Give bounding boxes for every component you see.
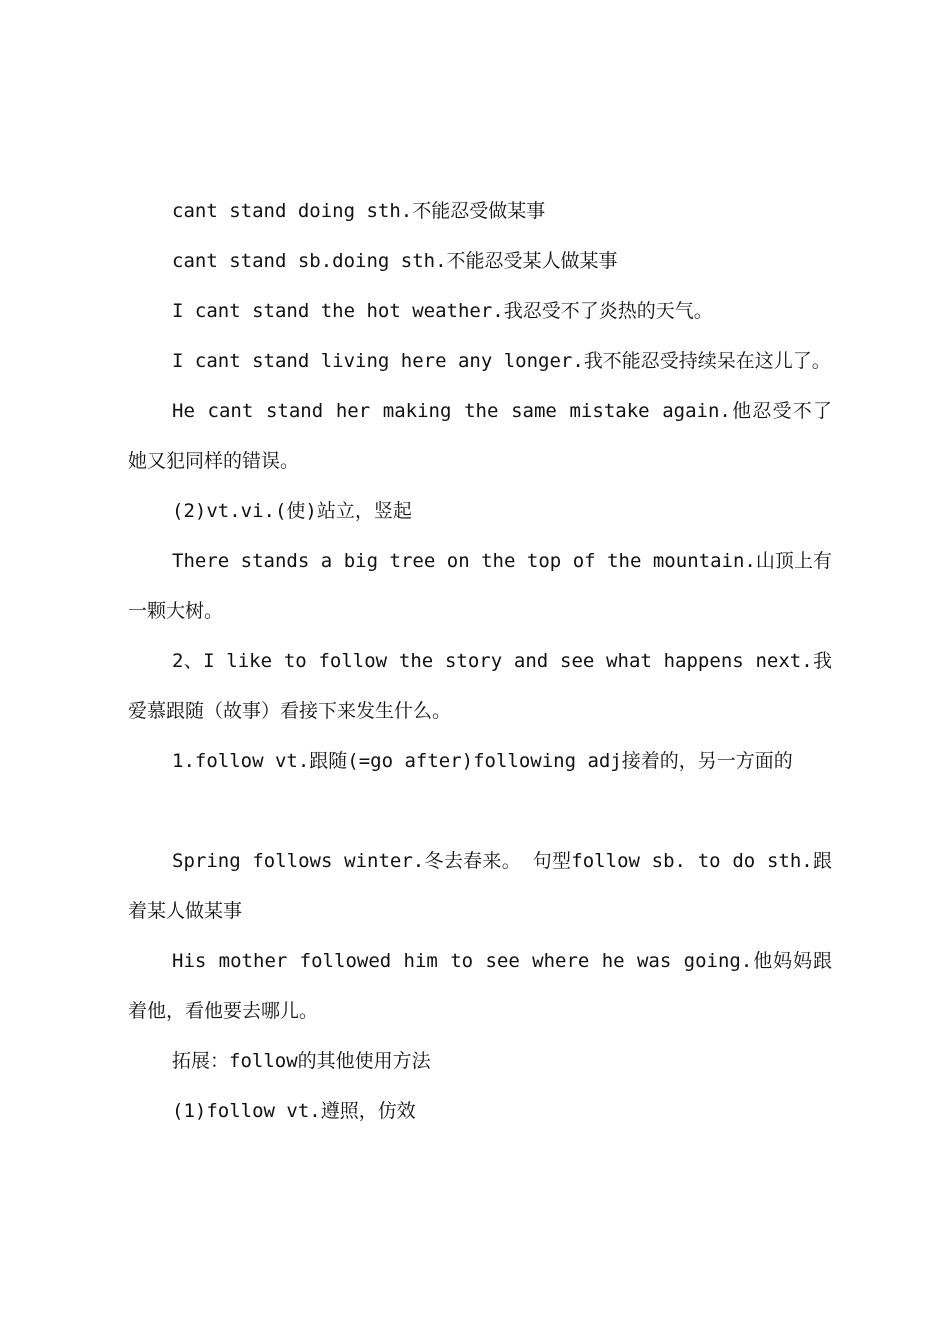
document-body [128, 186, 832, 1136]
paragraph: Spring follows winter.冬去春来。 句型follow sb. to do sth.跟着某人做某事 [128, 850, 832, 922]
paragraph: 拓展：follow的其他使用方法 [172, 1050, 431, 1072]
paragraph: cant stand sb.doing sth.不能忍受某人做某事 [172, 250, 618, 272]
paragraph: (1)follow vt.遵照，仿效 [172, 1100, 416, 1122]
paragraph: There stands a big tree on the top of the mountain.山顶上有一颗大树。 [128, 550, 832, 622]
paragraph: 1.follow vt.跟随(=go after)following adj接着的，另一方面的 [172, 750, 793, 772]
paragraph: 2、I like to follow the story and see what happens next.我爱慕跟随（故事）看接下来发生什么。 [128, 650, 832, 722]
paragraph: He cant stand her making the same mistake again.他忍受不了她又犯同样的错误。 [128, 400, 832, 472]
paragraph: I cant stand living here any longer.我不能忍受持续呆在这儿了。 [172, 350, 831, 372]
paragraph: cant stand doing sth.不能忍受做某事 [172, 200, 546, 222]
paragraph: (2)vt.vi.(使)站立，竖起 [172, 500, 412, 522]
paragraph: I cant stand the hot weather.我忍受不了炎热的天气。 [172, 300, 713, 322]
paragraph: His mother followed him to see where he was going.他妈妈跟着他，看他要去哪儿。 [128, 950, 832, 1022]
